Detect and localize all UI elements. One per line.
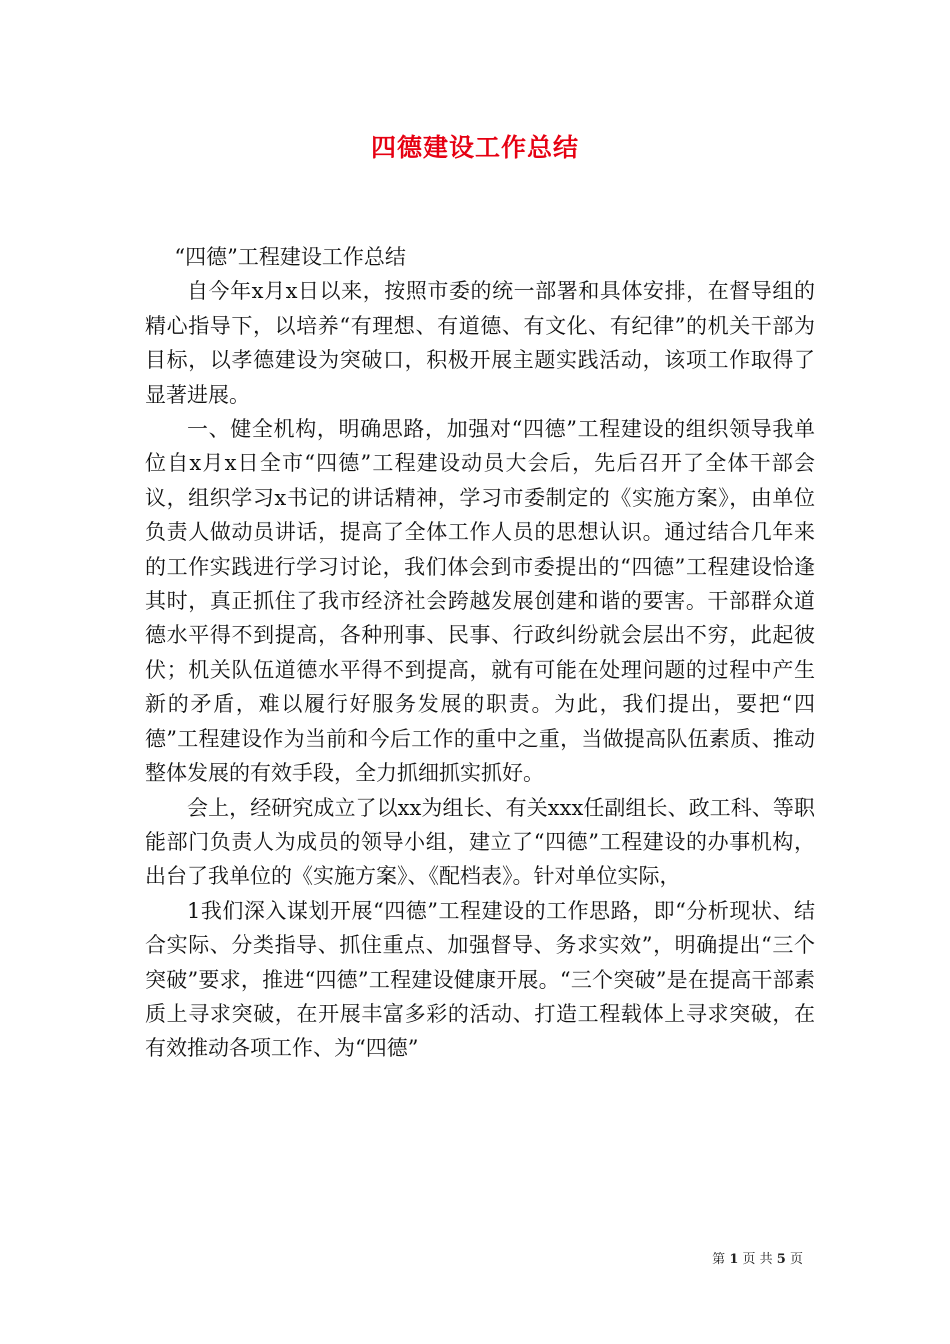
- document-subtitle: “四德”工程建设工作总结: [174, 245, 406, 269]
- paragraph-meeting: 会上，经研究成立了以xx为组长、有关xxx任副组长、政工科、等职能部门负责人为成员的领导小组，建立了“四德”工程建设的办事机构，出台了我单位的《实施方案》、《配档表》。针对单位实际，: [145, 795, 815, 889]
- footer-total-pages: 5: [776, 1252, 786, 1267]
- footer-prefix: 第: [712, 1252, 726, 1267]
- footer-middle: 页 共: [742, 1252, 773, 1267]
- paragraph-section-one: 一、健全机构，明确思路，加强对“四德”工程建设的组织领导我单位自x月x日全市“四德”工程建设动员大会后，先后召开了全体干部会议，组织学习x书记的讲话精神，学习市委制定的《实施方案》，由单位负责人做动员讲话，提高了全体工作人员的思想认识。通过结合几年来的工作实践进行学习讨论，我们体会到市委提出的“四德”工程建设恰逢其时，真正抓住了我市经济社会跨越发展创建和谐的要害。干部群众道德水平得不到提高，各种刑事、民事、行政纠纷就会层出不穷，此起彼伏；机关队伍道德水平得不到提高，就有可能在处理问题的过程中产生新的矛盾，难以履行好服务发展的职责。为此，我们提出，要把“四德”工程建设作为当前和今后工作的重中之重，当做提高队伍素质、推动整体发展的有效手段，全力抓细抓实抓好。: [145, 417, 815, 786]
- page-number-footer: [712, 1248, 803, 1267]
- paragraph-work-plan: 1我们深入谋划开展“四德”工程建设的工作思路，即“分析现状、结合实际、分类指导、抓住重点、加强督导、务求实效”，明确提出“三个突破”要求，推进“四德”工程建设健康开展。“三个突破”是在提高干部素质上寻求突破，在开展丰富多彩的活动、打造工程载体上寻求突破，在有效推动各项工作、为“四德”: [145, 898, 815, 1061]
- footer-current-page: 1: [729, 1252, 739, 1267]
- document-title: 四德建设工作总结: [370, 133, 579, 162]
- paragraph-intro: 自今年x月x日以来，按照市委的统一部署和具体安排，在督导组的精心指导下，以培养“有理想、有道德、有文化、有纪律”的机关干部为目标，以孝德建设为突破口，积极开展主题实践活动，该项工作取得了显著进展。: [145, 279, 815, 407]
- footer-suffix: 页: [789, 1252, 803, 1267]
- document-body: [145, 240, 815, 1066]
